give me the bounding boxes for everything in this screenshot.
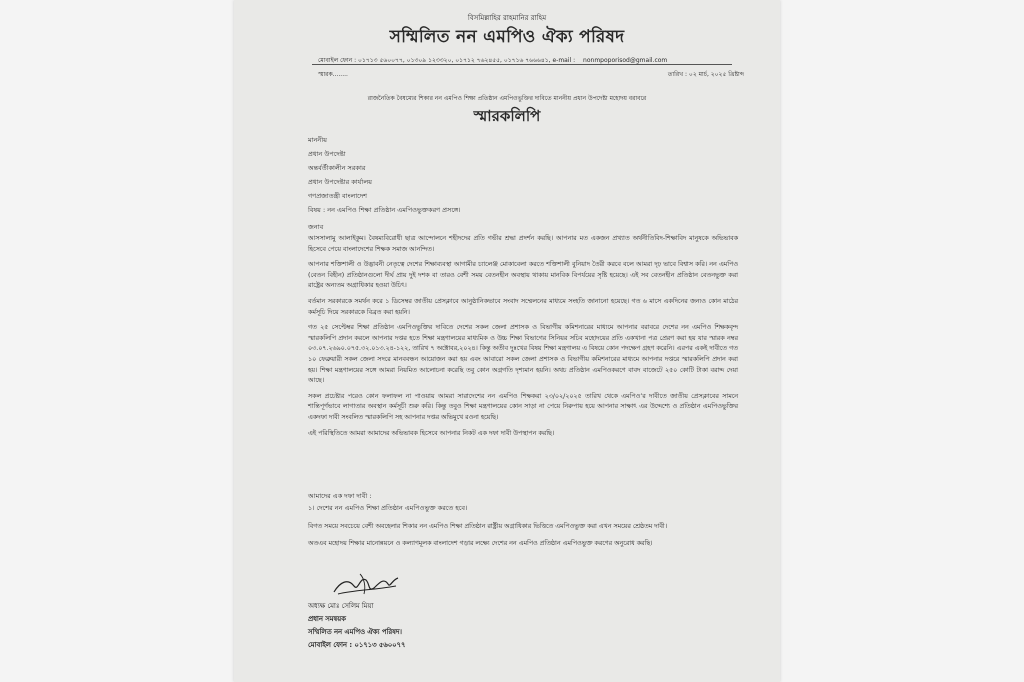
closing-body	[308, 522, 738, 555]
salutation: জনাব	[308, 223, 324, 231]
header-divider	[312, 64, 732, 65]
body-paragraph: আপনার শক্তিশালী ও উদ্ভাবনী নেতৃত্বে দেশের শিক্ষাব্যবস্থা আগামীর চ্যালেঞ্জ মোকাবেলা করতে শক্তিশালী বুনিয়াদ তৈরী করবে বলে আমরা দৃঢ় ভাবে বিশ্বাস করি। নন এমপিও (বেতন বিহীন) প্রতিষ্ঠানগুলো দীর্ঘ প্রায় দুই দশক বা তারও বেশী সময় বেতনহীন অবস্থায় থাকায় মানবিক বিপর্যয়ের সৃষ্টি হয়েছে। এই সব বেতনহীন প্রতিষ্ঠান বেতনভুক্ত করা রাষ্ট্রের অন্যতম অগ্রাধিকার হওয়া উচিৎ।	[308, 261, 738, 290]
reference-number: স্মারক........	[318, 71, 348, 78]
body-paragraph: বর্তমান সরকারকে সমর্থন করে ১ ডিসেম্বর জাতীয় প্রেসক্লাবে আনুষ্ঠানিকভাবে সংবাদ সম্মেলনের মাধ্যমে সংহতি জানানো হয়েছে। গত ৬ মাসে একদিনের জন্যও কোন মাঠের কর্মসূচি দিয়ে সরকারকে বিব্রত করা হয়নি।	[308, 297, 738, 316]
body-paragraph: আসসালামু আলাইকুম। বৈষম্যবিরোধী ছাত্র আন্দোলনে শহীদদের প্রতি গভীর শ্রদ্ধা প্রদর্শন করছি। আপনার মত একজন প্রখ্যাত অর্থনীতিবিদ-শিক্ষাবিদ মানুষকে অভিভাবক হিসেবে পেয়ে বাংলাদেশের শিক্ষক সমাজ আনন্দিত।	[308, 235, 738, 253]
body-paragraph: গত ২৫ সেপ্টেম্বর শিক্ষা প্রতিষ্ঠান এমপিওভুক্তির দাবিতে দেশের সকল জেলা প্রশাসক ও বিভাগীয় কমিশনারের মাধ্যমে আপনার বরাবরে দেশের নন এমপিও শিক্ষকবৃন্দ স্মারকলিপি প্রদান করলে আপনার দপ্তর হতে শিক্ষা মন্ত্রণালয়ের মাধ্যমিক ও উচ্চ শিক্ষা বিভাগের সিনিয়র সচিব মহোদয়ের প্রতি একখানা পত্র প্রেরণ করা হয় যার স্মারক নম্বর ০৩.০৭.২৬৯০.০৭৫.৩২.০১৩.২৪-১২২, তারিখ ৭ অক্টোবর,২০২৪। কিন্তু অতীব দুঃখের বিষয় শিক্ষা মন্ত্রণালয় এ বিষয়ে কোন পদক্ষেপ গ্রহণ করেনি। এরপর একই দাবীতে গত ১০ ফেব্রুয়ারী সকল জেলা সদরে মানববন্ধন আয়োজন করা হয় এবং আবারো সকল জেলা প্রশাসক ও বিভাগীয় কমিশনারের মাধ্যমে আপনার দপ্তরে স্মারকলিপি প্রদান করা হয়। শিক্ষা মন্ত্রণালয়ের সঙ্গে আমরা নিয়মিত আলোচনা করেছি তবু কোন অগ্রগতি দৃশ্যমান হয়নি। অথচ প্রতিষ্ঠান এমপিওকরণে বাবদ বাজেটে ২৫০ কোটি টাকা বরাদ্দ দেয়া আছে।	[308, 324, 738, 385]
letter-date: তারিখ : ০২ মার্চ, ২০২৫ খ্রিষ্টাব্দ	[667, 71, 744, 78]
signatory-block	[308, 600, 405, 652]
addressed-line: রাজনৈতিক বৈষম্যের শিকার নন এমপিও শিক্ষা প্রতিষ্ঠান এমপিওভুক্তির দাবিতে মাননীয় প্রধান উপদেষ্টা মহোদয় বরাবরে	[367, 95, 647, 102]
recipient-line: মাননীয়	[308, 136, 327, 144]
signatory-role: প্রধান সমন্বয়ক	[308, 615, 346, 623]
demand-item: ১। দেশের নন এমপিও শিক্ষা প্রতিষ্ঠান এমপিওভুক্ত করতে হবে।	[308, 504, 468, 512]
closing-paragraph: বিগত সময়ে সবচেয়ে বেশী অবহেলার শিকার নন এমপিও শিক্ষা প্রতিষ্ঠান রাষ্ট্রীয় অগ্রাধিকার ভিত্তিতে এমপিওভুক্ত করা এখন সময়ের শ্রেষ্ঠতম দাবী।	[308, 523, 667, 530]
subject-line: বিষয় : নন এমপিও শিক্ষা প্রতিষ্ঠান এমপিওভুক্তকরণ প্রসঙ্গে।	[308, 206, 461, 214]
document-title: স্মারকলিপি	[473, 107, 541, 125]
signatory-name: অধ্যক্ষ মোঃ সেলিম মিয়া	[308, 602, 374, 610]
signatory-phone: মোবাইল ফোন : ০১৭১৩ ৫৬০০৭৭	[308, 641, 406, 649]
recipient-line: প্রধান উপদেষ্টা	[308, 150, 346, 158]
contact-email: nonmpoporisod@gmail.com	[583, 57, 668, 64]
handwritten-signature	[330, 568, 402, 600]
organization-name: সম্মিলিত নন এমপিও ঐক্য পরিষদ	[389, 27, 625, 47]
closing-paragraph: অতএব মহোদয় শিক্ষার মানোন্নয়নে ও কল্যাণমূলক বাংলাদেশ গড়ার লক্ষ্যে দেশের নন এমপিও প্রতিষ্ঠান এমপিওভুক্ত করণের অনুরোধ করছি।	[308, 539, 653, 547]
signatory-org: সম্মিলিত নন এমপিও ঐক্য পরিষদ।	[308, 628, 402, 636]
letter-body	[308, 234, 738, 444]
recipient-block	[308, 133, 728, 217]
recipient-line: গণপ্রজাতন্ত্রী বাংলাদেশ	[308, 192, 367, 200]
bismillah-tagline: বিসমিল্লাহির রাহমানির রাহিম	[467, 14, 547, 22]
demand-heading: আমাদের এক দফা দাবী :	[308, 492, 372, 500]
recipient-line: অন্তর্বর্তীকালীন সরকার	[308, 164, 366, 172]
body-paragraph: সকল প্রচেষ্টার পরেও কোন ফলাফল না পাওয়ায় আমরা সারাদেশের নন এমপিও শিক্ষকরা ২৩/০২/২০২৫ তারিখ থেকে এমপিও’র দাবীতে জাতীয় প্রেসক্লাবের সামনে শান্তিপূর্ণভাবে লাগাতার অবস্থান কর্মসূচী শুরু করি। কিন্তু তবুও শিক্ষা মন্ত্রণালয়ের কোন সাড়া না পেয়ে নিরুপায় হয়ে আপনার সাক্ষাৎ এর উদ্দেশ্যে ও প্রতিষ্ঠান এমপিওভুক্তির একদফা দাবী সংবলিত স্মারকলিপি সহ আপনার দপ্তর অভিমুখে রওনা হয়েছি।	[308, 392, 738, 421]
contact-phones: মোবাইল ফোন : ০১৭১৩ ৫৬০০৭৭, ০১৩০৯ ১২৩৩২০, ০১৭১২ ৭৬২৪৫৫, ০১৭১৬ ৭৬৬৬৪১, e-mail :	[318, 57, 576, 64]
recipient-line: প্রধান উপদেষ্টার কার্যালয়	[308, 178, 372, 186]
body-paragraph: এই পরিস্থিতিতে আমরা আমাদের অভিভাবক হিসেবে আপনার নিকট এক দফা দাবী উপস্থাপন করছি।	[308, 429, 555, 437]
memorandum-sheet	[234, 0, 780, 682]
